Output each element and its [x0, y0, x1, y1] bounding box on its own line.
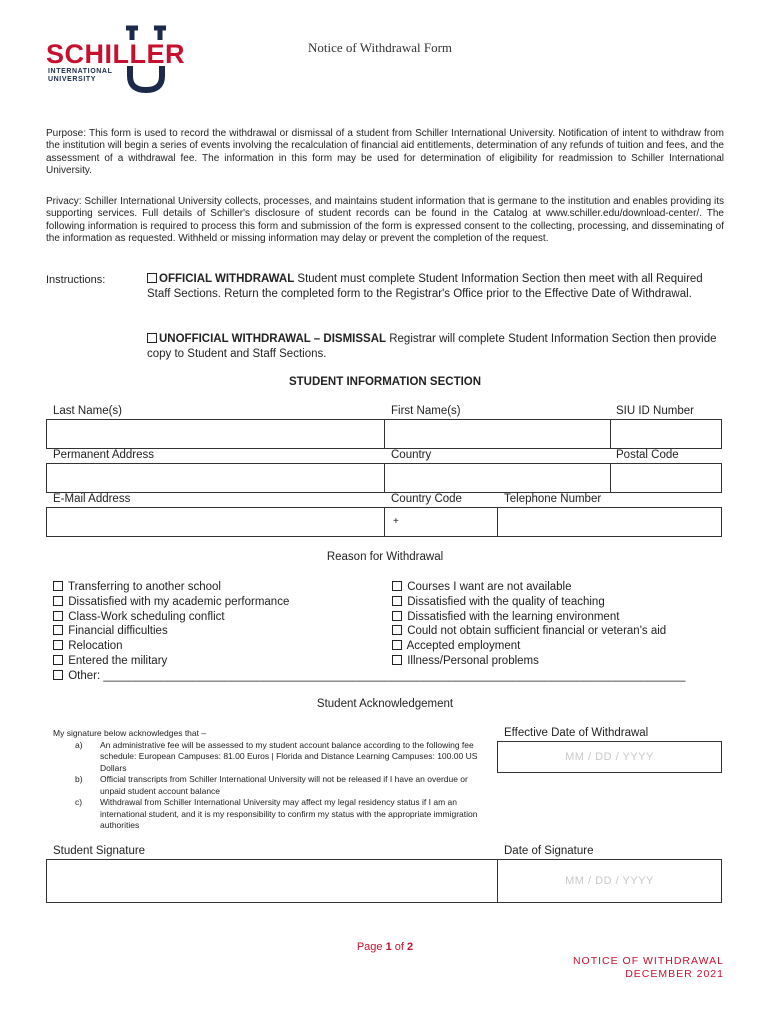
- purpose-paragraph: Purpose: This form is used to record the withdrawal or dismissal of a student from Schiller International University. Notification of intent to withdraw from the institution will begin a series of events involving the recalculation of financial aid entitlements, determination of any refunds of tuition and fees, and the assessment of a withdrawal fee. The information in this form may be used for determination of eligibility for readmission to Schiller International University.: [46, 128, 724, 176]
- reason-label: Illness/Personal problems: [407, 654, 539, 667]
- reason-option[interactable]: [392, 624, 666, 639]
- reason-option[interactable]: [392, 654, 666, 669]
- acknowledgement-item: [53, 740, 493, 775]
- schiller-logo: [46, 22, 196, 94]
- reason-checkbox[interactable]: [392, 611, 402, 621]
- page-prefix: Page: [356, 941, 386, 953]
- privacy-paragraph: Privacy: Schiller International University collects, processes, and maintains student information that is germane to the institution and enables providing its supporting services. Full details of Schiller's disclosure of student records can be found in the Catalog at www.schiller.edu/download-center/. The following information is required to process this form and submission of the form is expressed consent to the collecting, processing, and disseminating of the information as requested. Withheld or missing information may delay or prevent the completion of the request.: [46, 196, 724, 244]
- siu-id-label: SIU ID Number: [616, 405, 694, 417]
- instructions-label: Instructions:: [46, 274, 106, 286]
- footer-doc-date: DECEMBER 2021: [625, 968, 724, 980]
- reason-checkbox[interactable]: [392, 640, 402, 650]
- country-label: Country: [391, 449, 432, 461]
- unofficial-withdrawal-checkbox[interactable]: [147, 333, 157, 343]
- acknowledgement-intro: My signature below acknowledges that –: [53, 728, 207, 738]
- reason-option[interactable]: [392, 610, 666, 625]
- reason-label: Dissatisfied with the quality of teaching: [407, 595, 605, 608]
- official-withdrawal-title: OFFICIAL WITHDRAWAL: [159, 273, 295, 285]
- postal-code-label: Postal Code: [616, 449, 679, 461]
- acknowledgement-item-marker: b): [75, 774, 83, 784]
- reason-checkbox[interactable]: [392, 596, 402, 606]
- reason-option[interactable]: [392, 595, 666, 610]
- logo-subtitle-line2: UNIVERSITY: [48, 76, 97, 83]
- reason-label: Dissatisfied with my academic performance: [68, 595, 290, 608]
- acknowledgement-item: [53, 797, 493, 832]
- reason-checkbox[interactable]: [392, 581, 402, 591]
- reason-label: Relocation: [68, 640, 123, 653]
- unofficial-withdrawal-title: UNOFFICIAL WITHDRAWAL – DISMISSAL: [159, 333, 387, 345]
- reason-checkbox[interactable]: [53, 596, 63, 606]
- country-code-input[interactable]: [384, 507, 498, 537]
- official-withdrawal-checkbox[interactable]: [147, 273, 157, 283]
- acknowledgement-item-text: Withdrawal from Schiller International University may affect my legal residency status if I am an international student, and it is my responsibility to confirm my status with the appropriate immigration authorities: [100, 797, 478, 830]
- reason-label: Class-Work scheduling conflict: [68, 610, 225, 623]
- telephone-input[interactable]: [497, 507, 722, 537]
- reason-label: Dissatisfied with the learning environment: [407, 610, 620, 623]
- acknowledgement-item-marker: c): [75, 797, 83, 807]
- reason-option[interactable]: [392, 580, 666, 595]
- unofficial-withdrawal-option: [147, 332, 725, 362]
- reason-label: Transferring to another school: [68, 581, 221, 593]
- reason-label: Accepted employment: [406, 640, 521, 653]
- student-signature-input[interactable]: [46, 859, 498, 903]
- effective-date-placeholder: MM / DD / YYYY: [565, 751, 654, 763]
- reason-checkbox[interactable]: [53, 581, 63, 591]
- first-name-label: First Name(s): [391, 405, 461, 417]
- acknowledgement-text: [53, 728, 493, 832]
- official-withdrawal-option: [147, 272, 725, 302]
- effective-date-label: Effective Date of Withdrawal: [504, 727, 649, 739]
- document-footer: [573, 955, 724, 981]
- acknowledgement-title: Student Acknowledgement: [316, 698, 454, 710]
- last-name-input[interactable]: [46, 419, 385, 449]
- email-label: E-Mail Address: [53, 493, 131, 505]
- permanent-address-label: Permanent Address: [53, 449, 155, 461]
- logo-wordmark: SCHILLER: [46, 39, 185, 69]
- student-information-title: STUDENT INFORMATION SECTION: [288, 376, 482, 388]
- page-indicator: [0, 941, 770, 953]
- reasons-right-column: [392, 580, 666, 669]
- effective-date-input[interactable]: [497, 741, 722, 773]
- date-of-signature-placeholder: MM / DD / YYYY: [565, 875, 654, 887]
- page-total: 2: [407, 941, 414, 953]
- email-input[interactable]: [46, 507, 385, 537]
- footer-doc-name: NOTICE OF WITHDRAWAL: [572, 955, 724, 967]
- country-code-plus: +: [393, 516, 399, 527]
- acknowledgement-item: [53, 774, 493, 797]
- page-current: 1: [385, 941, 392, 953]
- reason-checkbox[interactable]: [53, 640, 63, 650]
- acknowledgement-item-text: Official transcripts from Schiller International University will not be released if I have an overdue or unpaid student account balance: [100, 774, 468, 796]
- reason-label: Courses I want are not available: [407, 581, 572, 593]
- permanent-address-input[interactable]: [46, 463, 385, 493]
- acknowledgement-item-text: An administrative fee will be assessed to my student account balance according to the following fee schedule: European Campuses: 81.00 Euros | Florida and Distance Learning Campuses: 100.00 US Dollars: [100, 739, 478, 773]
- reason-label: Entered the military: [68, 654, 168, 667]
- acknowledgement-item-marker: a): [75, 739, 83, 750]
- reason-option[interactable]: [392, 639, 666, 654]
- last-name-label: Last Name(s): [53, 405, 123, 417]
- telephone-label: Telephone Number: [504, 493, 602, 505]
- page-of: of: [391, 941, 408, 953]
- reason-checkbox[interactable]: [53, 655, 63, 665]
- reason-checkbox[interactable]: [392, 655, 402, 665]
- first-name-input[interactable]: [384, 419, 611, 449]
- date-of-signature-label: Date of Signature: [504, 845, 594, 857]
- reason-option-other[interactable]: [53, 669, 710, 684]
- siu-id-input[interactable]: [610, 419, 722, 449]
- student-signature-label: Student Signature: [53, 845, 146, 857]
- unofficial-withdrawal-text: Registrar will complete Student Information Section then provide copy to Student and Staff Sections.: [147, 333, 717, 360]
- form-title: Notice of Withdrawal Form: [308, 40, 453, 55]
- reason-label: Could not obtain sufficient financial or veteran's aid: [407, 625, 667, 638]
- reason-other-label: Other: ___________________________________________________________________________________________: [68, 669, 686, 682]
- reason-checkbox[interactable]: [53, 625, 63, 635]
- date-of-signature-input[interactable]: [497, 859, 722, 903]
- reason-title: Reason for Withdrawal: [326, 551, 444, 563]
- reason-checkbox[interactable]: [53, 670, 63, 680]
- reason-label: Financial difficulties: [68, 625, 168, 638]
- country-code-label: Country Code: [391, 493, 462, 505]
- country-input[interactable]: [384, 463, 611, 493]
- official-withdrawal-text: Student must complete Student Information Section then meet with all Required Staff Sections. Return the completed form to the Registrar's Office prior to the Effective Date of Withdrawal.: [147, 273, 703, 300]
- logo-subtitle-line1: INTERNATIONAL: [48, 68, 113, 75]
- reason-checkbox[interactable]: [392, 625, 402, 635]
- postal-code-input[interactable]: [610, 463, 722, 493]
- reason-checkbox[interactable]: [53, 611, 63, 621]
